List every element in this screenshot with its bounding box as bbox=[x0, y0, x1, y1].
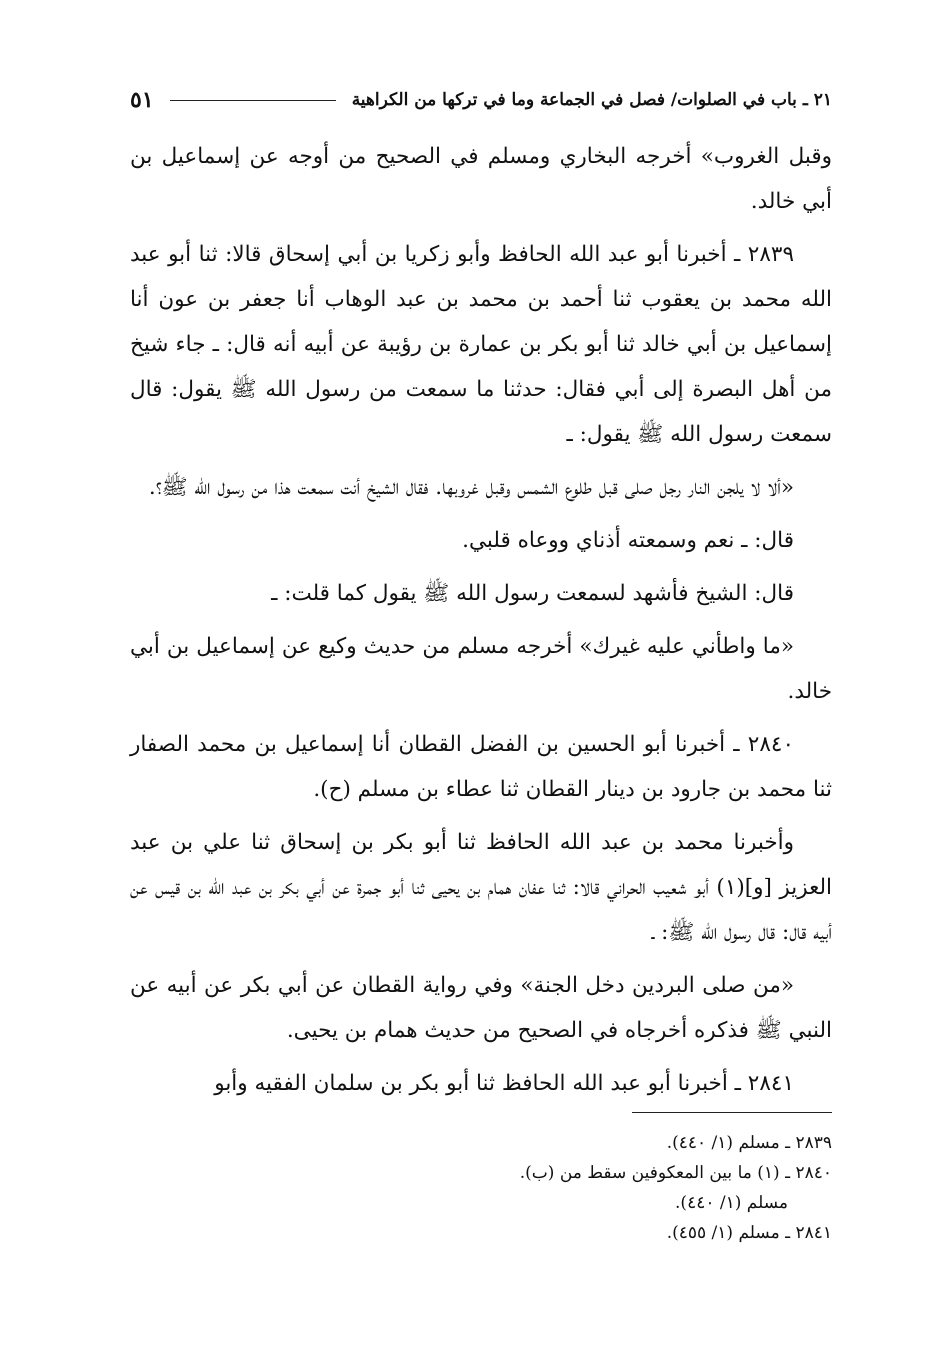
footnote: ٢٨٤١ ـ مسلم (١/ ٤٥٥). bbox=[666, 1223, 832, 1243]
hadith-2839: ٢٨٣٩ ـ أخبرنا أبو عبد الله الحافظ وأبو زكريا بن أبي إسحاق قالا: ثنا أبو عبد الله محمد بن يعقوب ثنا أحمد بن محمد بن عبد الوهاب أنا جعفر بن عون أنا إسماعيل بن أبي خالد ثنا أبو بكر بن عمارة بن رؤيبة عن أبيه أنه قال: ـ جاء شيخ من أهل البصرة إلى أبي فقال: حدثنا ما سمعت من رسول الله ﷺ يقول: قال سمعت رسول الله ﷺ يقول: ـ bbox=[130, 242, 832, 447]
footnote: ٢٨٤٠ ـ (١) ما بين المعكوفين سقط من (ب). bbox=[519, 1163, 832, 1183]
header-rule bbox=[170, 100, 336, 101]
paragraph: وأخبرنا محمد بن عبد الله الحافظ ثنا أبو بكر بن إسحاق ثنا علي بن عبد العزيز [و](١) أبو شعيب الحراني قالا: ثنا عفان همام بن يحيى ثنا أبو جمرة عن أبي بكر بن عبد الله بن قيس عن أبيه قال: قال رسول الله ﷺ: ـ bbox=[130, 830, 832, 945]
hadith-2840: ٢٨٤٠ ـ أخبرنا أبو الحسين بن الفضل القطان أنا إسماعيل بن محمد الصفار ثنا محمد بن جارود بن دينار القطان ثنا عطاء بن مسلم (ح). bbox=[130, 732, 832, 802]
paragraph: «ألا لا يلجن النار رجل صلى قبل طلوع الشمس وقبل غروبها. فقال الشيخ أنت سمعت هذا من رسول الله ﷺ؟. bbox=[148, 475, 794, 500]
hadith-2841: ٢٨٤١ ـ أخبرنا أبو عبد الله الحافظ ثنا أبو بكر بن سلمان الفقيه وأبو bbox=[214, 1071, 794, 1096]
footnote: ٢٨٣٩ ـ مسلم (١/ ٤٤٠). bbox=[666, 1133, 832, 1153]
main-text bbox=[130, 134, 832, 1106]
paragraph: قال: ـ نعم وسمعته أذناي ووعاه قلبي. bbox=[462, 528, 794, 553]
page-number: ٥١ bbox=[130, 87, 154, 113]
paragraph: قال: الشيخ فأشهد لسمعت رسول الله ﷺ يقول كما قلت: ـ bbox=[271, 581, 794, 606]
running-title: ٢١ ـ باب في الصلوات/ فصل في الجماعة وما في تركها من الكراهية bbox=[351, 90, 832, 110]
footnotes bbox=[130, 1128, 832, 1248]
paragraph: «من صلى البردين دخل الجنة» وفي رواية القطان عن أبي بكر عن أبيه عن النبي ﷺ فذكره أخرجاه في الصحيح من حديث همام بن يحيى. bbox=[130, 973, 832, 1043]
running-header bbox=[130, 82, 832, 118]
paragraph: «ما واطأني عليه غيرك» أخرجه مسلم من حديث وكيع عن إسماعيل بن أبي خالد. bbox=[130, 634, 832, 704]
footnote: مسلم (١/ ٤٤٠). bbox=[675, 1193, 788, 1213]
paragraph: وقبل الغروب» أخرجه البخاري ومسلم في الصحيح من أوجه عن إسماعيل بن أبي خالد. bbox=[130, 144, 832, 214]
footnote-rule bbox=[632, 1112, 832, 1113]
